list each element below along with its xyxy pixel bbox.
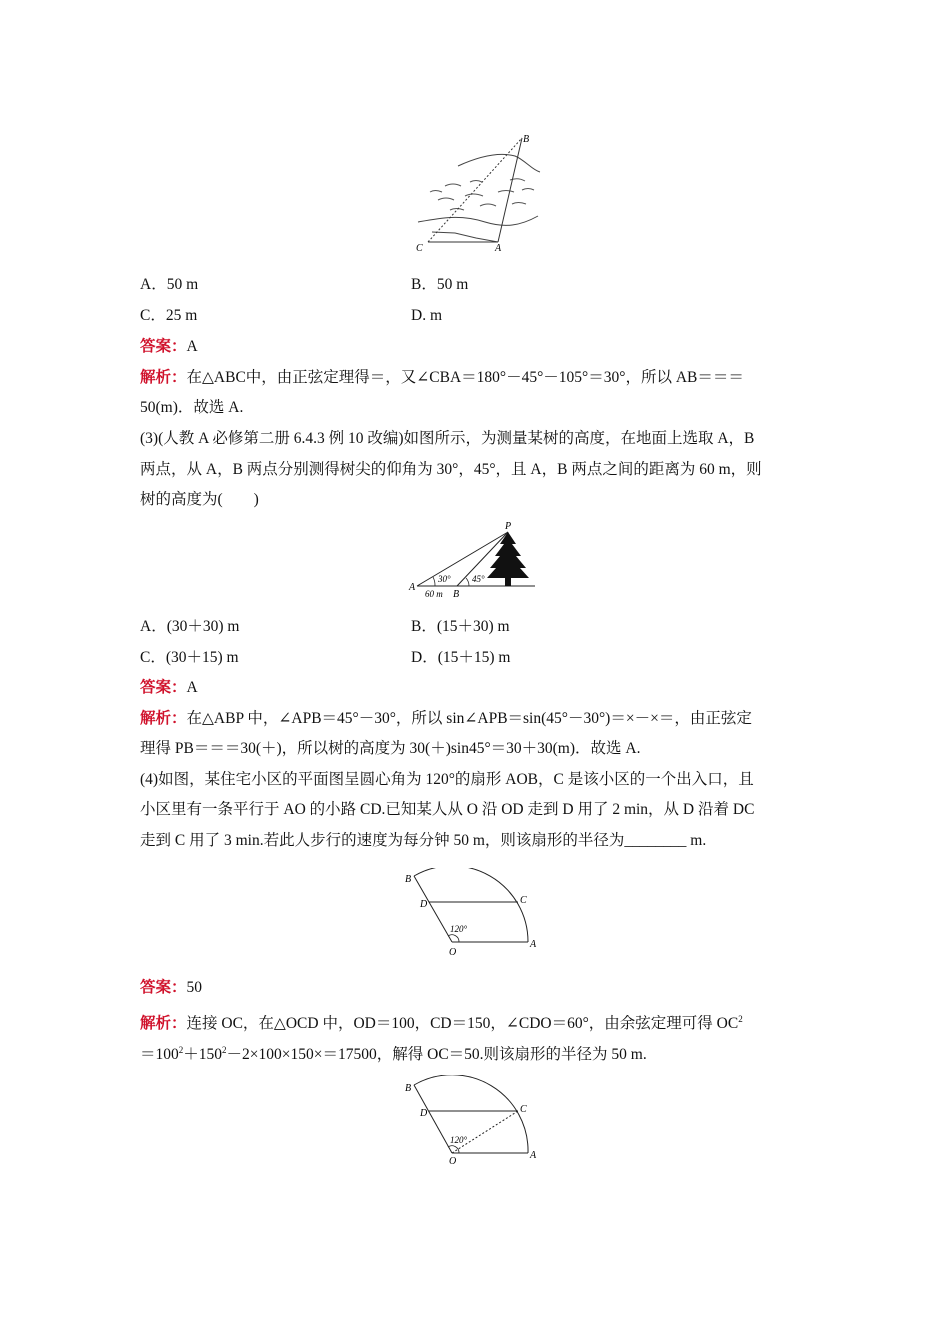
label-D: D: [420, 1108, 428, 1119]
analysis-text: 在△ABC中，由正弦定理得＝，又∠CBA＝180°－45°－105°＝30°，所以 AB＝＝＝: [186, 369, 744, 386]
sector-figure-2: [405, 1075, 550, 1165]
q2-option-d: D. m: [411, 307, 442, 324]
label-B: B: [405, 874, 412, 885]
segment-CB: [428, 138, 522, 242]
q3-line1: (3)(人教 A 必修第二册 6.4.3 例 10 改编)如图所示，为测量某树的高度，在地面上选取 A，B: [140, 430, 755, 447]
tree-shape: [487, 532, 529, 586]
analysis-text-a: ＝100: [140, 1046, 179, 1064]
answer-value: A: [186, 338, 198, 355]
segment-AB: [498, 138, 522, 242]
analysis-label: 解析：: [140, 369, 187, 386]
label-30: 30°: [438, 574, 451, 584]
analysis-text: 在△ABP 中，∠APB＝45°－30°，所以 sin∠APB＝sin(45°－30°)＝×－×＝，由正弦定: [186, 710, 752, 727]
superscript-2: 2: [738, 1014, 743, 1024]
answer-label: 答案：: [140, 979, 187, 996]
q4-line2: 小区里有一条平行于 AO 的小路 CD.已知某人从 O 沿 OD 走到 D 用了 2 min，从 D 沿着 DC: [140, 801, 755, 818]
label-B: B: [405, 1083, 412, 1094]
q3-analysis-line1: [140, 709, 752, 729]
q2-analysis-line2: 50(m)．故选 A.: [140, 399, 244, 416]
q2-option-c: C．25 m: [140, 307, 198, 324]
q3-answer: [140, 678, 198, 698]
q2-analysis-line1: [140, 368, 744, 388]
q3-analysis-line2: 理得 PB＝＝＝30(＋)，所以树的高度为 30(＋)sin45°＝30＋30(m)．故选 A.: [140, 740, 641, 757]
q4-analysis-line2: [140, 1040, 647, 1065]
label-P: P: [505, 521, 512, 532]
q3-option-d: D．(15＋15) m: [411, 649, 511, 666]
label-60m: 60 m: [425, 589, 443, 599]
road-segment: [432, 232, 498, 242]
label-B: B: [453, 589, 460, 600]
label-120: 120°: [450, 1135, 468, 1145]
q4-analysis-line1: [140, 1009, 743, 1034]
label-D: D: [420, 899, 428, 910]
q3-option-b: B．(15＋30) m: [411, 618, 510, 635]
label-A: A: [495, 243, 502, 254]
analysis-text-c: －2×100×150×＝17500，解得 OC＝50.则该扇形的半径为 50 m.: [226, 1046, 647, 1064]
arc-AB: [414, 1075, 528, 1153]
label-120: 120°: [450, 924, 468, 934]
q2-option-b: B．50 m: [411, 276, 469, 293]
label-O: O: [449, 947, 457, 958]
analysis-label: 解析：: [140, 1015, 187, 1033]
segment-OC: [452, 1111, 518, 1153]
label-C: C: [416, 243, 423, 254]
answer-value: A: [186, 679, 198, 696]
q4-answer: [140, 978, 202, 998]
superscript-2: 2: [178, 1045, 184, 1055]
q3-option-a: A．(30＋30) m: [140, 618, 240, 635]
q2-answer: [140, 337, 198, 357]
river-figure: [410, 130, 550, 255]
q3-line3: 树的高度为( ): [140, 491, 259, 508]
answer-label: 答案：: [140, 679, 187, 696]
superscript-2: 2: [222, 1045, 227, 1055]
water-strokes: [430, 179, 534, 210]
answer-label: 答案：: [140, 338, 187, 355]
analysis-text-b: ＋150: [183, 1046, 223, 1064]
sector-figure-1: [405, 868, 550, 958]
angle-arc-A: [433, 577, 435, 586]
label-A: A: [530, 939, 537, 950]
q3-line2: 两点，从 A，B 两点分别测得树尖的仰角为 30°，45°，且 A，B 两点之间的距离为 60 m，则: [140, 461, 762, 478]
river-bank-lower: [418, 216, 538, 225]
river-bank-upper: [458, 154, 540, 172]
label-B: B: [523, 134, 530, 145]
q3-option-c: C．(30＋15) m: [140, 649, 239, 666]
angle-arc-B: [466, 578, 469, 586]
q4-line3: 走到 C 用了 3 min.若此人步行的速度为每分钟 50 m，则该扇形的半径为________ m.: [140, 832, 707, 849]
analysis-label: 解析：: [140, 710, 187, 727]
label-A: A: [409, 582, 416, 593]
tree-figure: [405, 518, 540, 603]
label-O: O: [449, 1156, 457, 1165]
radius-OB: [414, 1085, 452, 1153]
label-C: C: [520, 1104, 527, 1115]
answer-value: 50: [186, 979, 203, 996]
label-45: 45°: [472, 574, 485, 584]
q2-option-a: A．50 m: [140, 276, 199, 293]
analysis-text: 连接 OC，在△OCD 中，OD＝100，CD＝150，∠CDO＝60°，由余弦定理可得 OC: [186, 1015, 739, 1033]
label-C: C: [520, 895, 527, 906]
label-A: A: [530, 1150, 537, 1161]
q4-line1: (4)如图，某住宅小区的平面图呈圆心角为 120°的扇形 AOB，C 是该小区的一个出入口，且: [140, 771, 754, 788]
